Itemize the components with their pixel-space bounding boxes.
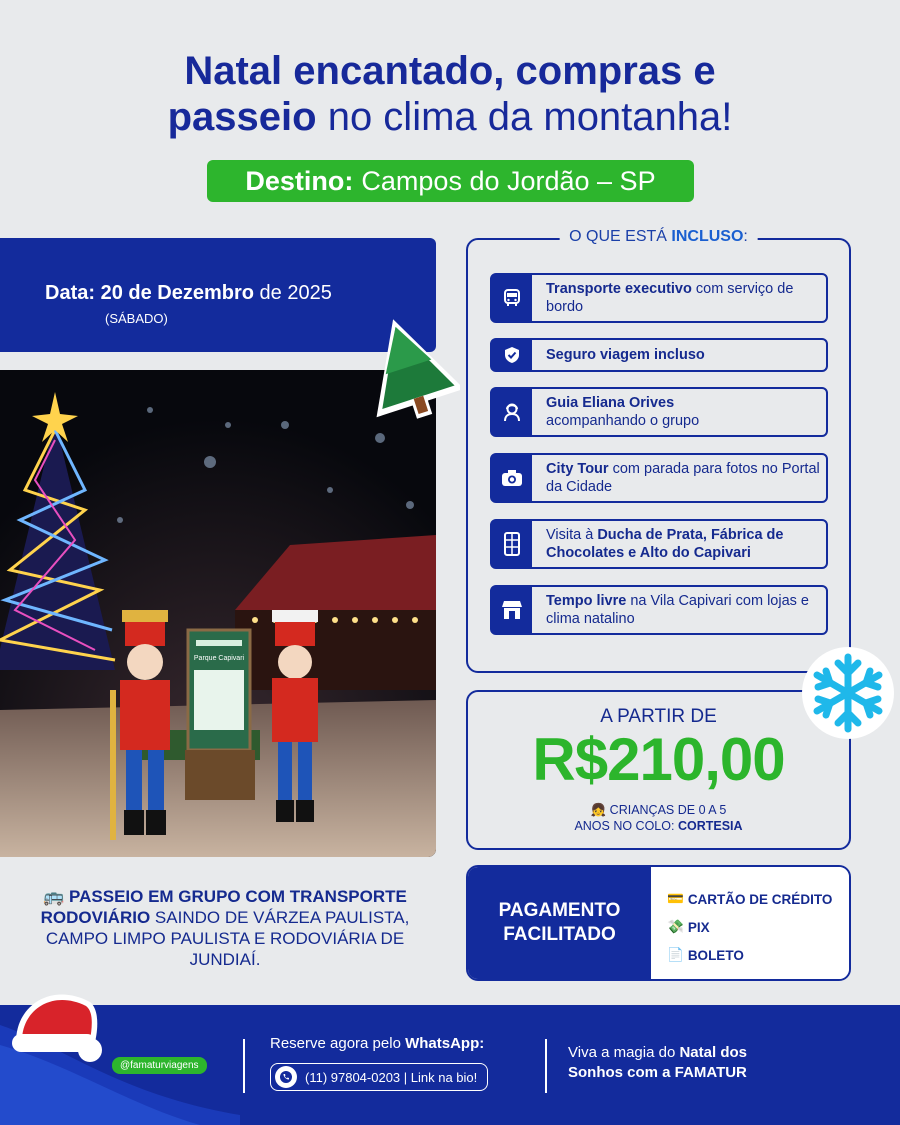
date-label: Data: — [45, 282, 96, 304]
payment-method-pix — [667, 913, 849, 941]
included-item-transport — [490, 273, 828, 323]
headline-line2-rest: no clima da montanha! — [327, 95, 733, 139]
date-year: de 2025 — [259, 282, 332, 304]
instagram-handle[interactable]: @famaturviagens — [112, 1057, 207, 1074]
item-pre: Visita à — [546, 527, 594, 543]
park-sign-title: Parque Capivari — [193, 655, 245, 662]
christmas-photo — [0, 370, 436, 857]
headline-line2-bold: passeio — [167, 95, 317, 139]
snowflake-icon — [800, 645, 896, 741]
date-weekday: (SÁBADO) — [105, 311, 168, 326]
item-bold: Seguro viagem incluso — [546, 347, 705, 363]
document-icon: 📄 — [667, 947, 684, 962]
included-item-freetime-text — [532, 592, 826, 628]
reserve-prefix: Reserve agora pelo — [270, 1035, 401, 1052]
footer-divider — [243, 1039, 245, 1093]
shop-icon — [492, 587, 532, 633]
payment-method-boleto — [667, 941, 849, 969]
included-item-citytour-text — [532, 460, 826, 496]
group-text: SAINDO DE VÁRZEA PAULISTA, CAMPO LIMPO PAULISTA E RODOVIÁRIA DE JUNDIAÍ. — [45, 908, 410, 969]
bus-emoji-icon: 🚌 — [43, 887, 65, 906]
item-text: com serviço de bordo — [546, 281, 794, 315]
reserve-bold: WhatsApp: — [405, 1035, 485, 1052]
item-bold: Guia Eliana Orives — [546, 395, 675, 411]
destination-badge — [207, 160, 694, 202]
included-item-transport-text — [532, 280, 826, 316]
guide-icon — [492, 389, 532, 435]
included-item-freetime — [490, 585, 828, 635]
included-item-insurance — [490, 338, 828, 372]
item-bold: Ducha de Prata, Fábrica de Chocolates e Alto do Capivari — [546, 527, 784, 561]
destination-label: Destino: — [245, 165, 354, 196]
shield-icon — [492, 340, 532, 370]
included-title — [559, 228, 758, 246]
included-title-suffix: : — [743, 228, 748, 245]
payment-panel — [466, 865, 851, 981]
item-text: com parada para fotos no Portal da Cidade — [546, 461, 820, 495]
date-value: 20 de Dezembro — [100, 282, 254, 304]
kids-line2: ANOS NO COLO: — [574, 819, 675, 833]
slogan-bold1: Natal dos — [679, 1044, 747, 1061]
payment-title: PAGAMENTO FACILITADO — [468, 867, 651, 979]
bus-icon — [492, 275, 532, 321]
footer-divider — [545, 1039, 547, 1093]
footer — [0, 1005, 900, 1125]
item-bold: Transporte executivo — [546, 281, 692, 297]
price-kids-note — [468, 802, 849, 834]
date-line — [45, 282, 332, 305]
santa-hat-icon — [8, 984, 108, 1066]
included-item-guide — [490, 387, 828, 437]
payment-method-label: PIX — [687, 919, 710, 935]
payment-method-card — [667, 885, 849, 913]
pine-tree-sticker-icon — [364, 316, 460, 426]
payment-methods — [651, 867, 849, 979]
slogan-bold2: Sonhos com a FAMATUR — [568, 1064, 747, 1081]
group-bold: PASSEIO EM GRUPO COM TRANSPORTE RODOVIÁRIO — [40, 887, 407, 927]
item-bold: Tempo livre — [546, 593, 627, 609]
price-from: A PARTIR DE — [600, 706, 717, 727]
group-trip-info — [40, 886, 410, 970]
whatsapp-button[interactable] — [270, 1063, 488, 1091]
included-item-visit — [490, 519, 828, 569]
camera-icon — [492, 455, 532, 501]
slogan-pre: Viva a magia do — [568, 1044, 676, 1061]
item-text: na Vila Capivari com lojas e clima natalino — [546, 593, 809, 627]
included-item-visit-text — [532, 526, 826, 562]
kids-line1: 👧 CRIANÇAS DE 0 A 5 — [590, 803, 727, 817]
chocolate-icon — [492, 521, 532, 567]
reserve-text — [270, 1035, 484, 1052]
included-title-prefix: O QUE ESTÁ — [569, 228, 667, 245]
card-icon: 💳 — [667, 891, 684, 906]
item-bold: City Tour — [546, 461, 609, 477]
payment-method-label: BOLETO — [687, 947, 744, 963]
included-item-guide-text — [532, 394, 699, 430]
item-text: acompanhando o grupo — [546, 413, 700, 429]
headline — [0, 48, 900, 140]
destination-value: Campos do Jordão – SP — [361, 165, 656, 196]
kids-bold: CORTESIA — [677, 819, 743, 833]
price-value: R$210,00 — [532, 726, 785, 793]
phone-number: (11) 97804-0203 | Link na bio! — [305, 1069, 478, 1085]
included-item-insurance-text — [532, 346, 705, 364]
footer-slogan — [568, 1043, 747, 1083]
whatsapp-icon — [275, 1066, 297, 1088]
payment-method-label: CARTÃO DE CRÉDITO — [687, 891, 833, 907]
included-item-citytour — [490, 453, 828, 503]
included-panel — [466, 228, 851, 673]
headline-line1: Natal encantado, compras e — [184, 49, 716, 93]
park-sign — [185, 630, 255, 800]
included-title-bold: INCLUSO — [671, 228, 744, 245]
price-panel — [466, 690, 851, 850]
money-icon: 💸 — [667, 919, 684, 934]
